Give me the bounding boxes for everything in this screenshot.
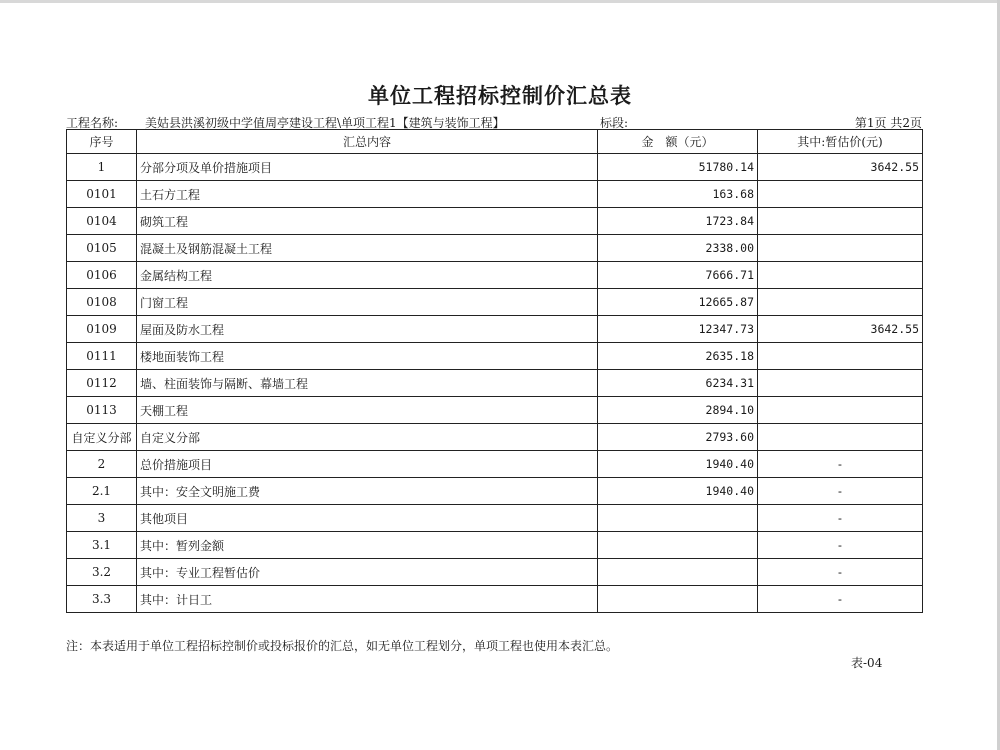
footnote: 注：本表适用于单位工程招标控制价或投标报价的汇总，如无单位工程划分，单项工程也使用本表汇总。 bbox=[66, 639, 619, 653]
table-row bbox=[67, 235, 923, 262]
scan-edge-top bbox=[0, 0, 1000, 3]
row-seq: 3.3 bbox=[67, 586, 137, 613]
row-content: 门窗工程 bbox=[137, 289, 598, 316]
row-amount bbox=[598, 586, 758, 613]
table-row bbox=[67, 181, 923, 208]
row-content: 其中：专业工程暂估价 bbox=[137, 559, 598, 586]
row-seq: 3.1 bbox=[67, 532, 137, 559]
row-seq: 2 bbox=[67, 451, 137, 478]
table-row bbox=[67, 586, 923, 613]
row-seq: 0101 bbox=[67, 181, 137, 208]
row-seq: 1 bbox=[67, 154, 137, 181]
row-provisional bbox=[758, 262, 923, 289]
table-row bbox=[67, 154, 923, 181]
row-provisional bbox=[758, 181, 923, 208]
row-seq: 0108 bbox=[67, 289, 137, 316]
row-seq: 0104 bbox=[67, 208, 137, 235]
row-content: 墙、柱面装饰与隔断、幕墙工程 bbox=[137, 370, 598, 397]
row-seq: 0113 bbox=[67, 397, 137, 424]
row-provisional bbox=[758, 370, 923, 397]
table-row bbox=[67, 262, 923, 289]
row-content: 土石方工程 bbox=[137, 181, 598, 208]
row-amount: 12665.87 bbox=[598, 289, 758, 316]
row-seq: 0109 bbox=[67, 316, 137, 343]
row-content: 混凝土及钢筋混凝土工程 bbox=[137, 235, 598, 262]
row-seq: 自定义分部 bbox=[67, 424, 137, 451]
table-row bbox=[67, 559, 923, 586]
table-row bbox=[67, 343, 923, 370]
row-content: 砌筑工程 bbox=[137, 208, 598, 235]
row-provisional: - bbox=[758, 586, 923, 613]
row-seq: 0112 bbox=[67, 370, 137, 397]
header-seq: 序号 bbox=[67, 130, 137, 154]
table-row bbox=[67, 451, 923, 478]
row-provisional bbox=[758, 397, 923, 424]
row-content: 其中：计日工 bbox=[137, 586, 598, 613]
row-provisional bbox=[758, 343, 923, 370]
row-content: 其中：暂列金额 bbox=[137, 532, 598, 559]
row-provisional: - bbox=[758, 559, 923, 586]
table-row bbox=[67, 505, 923, 532]
row-amount: 12347.73 bbox=[598, 316, 758, 343]
row-amount: 2793.60 bbox=[598, 424, 758, 451]
row-seq: 0106 bbox=[67, 262, 137, 289]
row-seq: 3.2 bbox=[67, 559, 137, 586]
table-row bbox=[67, 424, 923, 451]
row-seq: 0111 bbox=[67, 343, 137, 370]
row-amount bbox=[598, 532, 758, 559]
row-amount: 2635.18 bbox=[598, 343, 758, 370]
row-provisional: 3642.55 bbox=[758, 316, 923, 343]
table-row bbox=[67, 316, 923, 343]
row-content: 楼地面装饰工程 bbox=[137, 343, 598, 370]
table-row bbox=[67, 532, 923, 559]
row-provisional: - bbox=[758, 505, 923, 532]
section-label: 标段: bbox=[600, 116, 629, 130]
row-amount: 1723.84 bbox=[598, 208, 758, 235]
row-content: 总价措施项目 bbox=[137, 451, 598, 478]
row-provisional bbox=[758, 424, 923, 451]
table-row bbox=[67, 478, 923, 505]
table-row bbox=[67, 370, 923, 397]
row-amount: 51780.14 bbox=[598, 154, 758, 181]
row-provisional bbox=[758, 235, 923, 262]
row-seq: 0105 bbox=[67, 235, 137, 262]
row-content: 金属结构工程 bbox=[137, 262, 598, 289]
row-amount: 2894.10 bbox=[598, 397, 758, 424]
header-amount: 金 额（元） bbox=[598, 130, 758, 154]
project-name-value: 美姑县洪溪初级中学值周亭建设工程\单项工程1【建筑与装饰工程】 bbox=[145, 116, 505, 130]
row-content: 自定义分部 bbox=[137, 424, 598, 451]
row-content: 天棚工程 bbox=[137, 397, 598, 424]
row-provisional bbox=[758, 208, 923, 235]
row-amount bbox=[598, 505, 758, 532]
page-info: 第1页 共2页 bbox=[854, 116, 922, 130]
document-title: 单位工程招标控制价汇总表 bbox=[368, 83, 632, 108]
table-row bbox=[67, 208, 923, 235]
header-content: 汇总内容 bbox=[137, 130, 598, 154]
summary-table bbox=[66, 129, 923, 613]
row-amount: 1940.40 bbox=[598, 451, 758, 478]
header-provisional: 其中:暂估价(元) bbox=[758, 130, 923, 154]
table-header-row bbox=[67, 130, 923, 154]
row-provisional: - bbox=[758, 532, 923, 559]
row-amount bbox=[598, 559, 758, 586]
row-content: 其中：安全文明施工费 bbox=[137, 478, 598, 505]
row-amount: 163.68 bbox=[598, 181, 758, 208]
row-amount: 7666.71 bbox=[598, 262, 758, 289]
row-provisional bbox=[758, 289, 923, 316]
row-provisional: - bbox=[758, 478, 923, 505]
row-provisional: - bbox=[758, 451, 923, 478]
form-number: 表-04 bbox=[851, 656, 883, 670]
row-provisional: 3642.55 bbox=[758, 154, 923, 181]
row-amount: 1940.40 bbox=[598, 478, 758, 505]
row-amount: 6234.31 bbox=[598, 370, 758, 397]
row-content: 其他项目 bbox=[137, 505, 598, 532]
project-name-label: 工程名称: bbox=[66, 116, 119, 130]
row-content: 屋面及防水工程 bbox=[137, 316, 598, 343]
table-row bbox=[67, 397, 923, 424]
table-row bbox=[67, 289, 923, 316]
row-amount: 2338.00 bbox=[598, 235, 758, 262]
row-content: 分部分项及单价措施项目 bbox=[137, 154, 598, 181]
row-seq: 2.1 bbox=[67, 478, 137, 505]
row-seq: 3 bbox=[67, 505, 137, 532]
